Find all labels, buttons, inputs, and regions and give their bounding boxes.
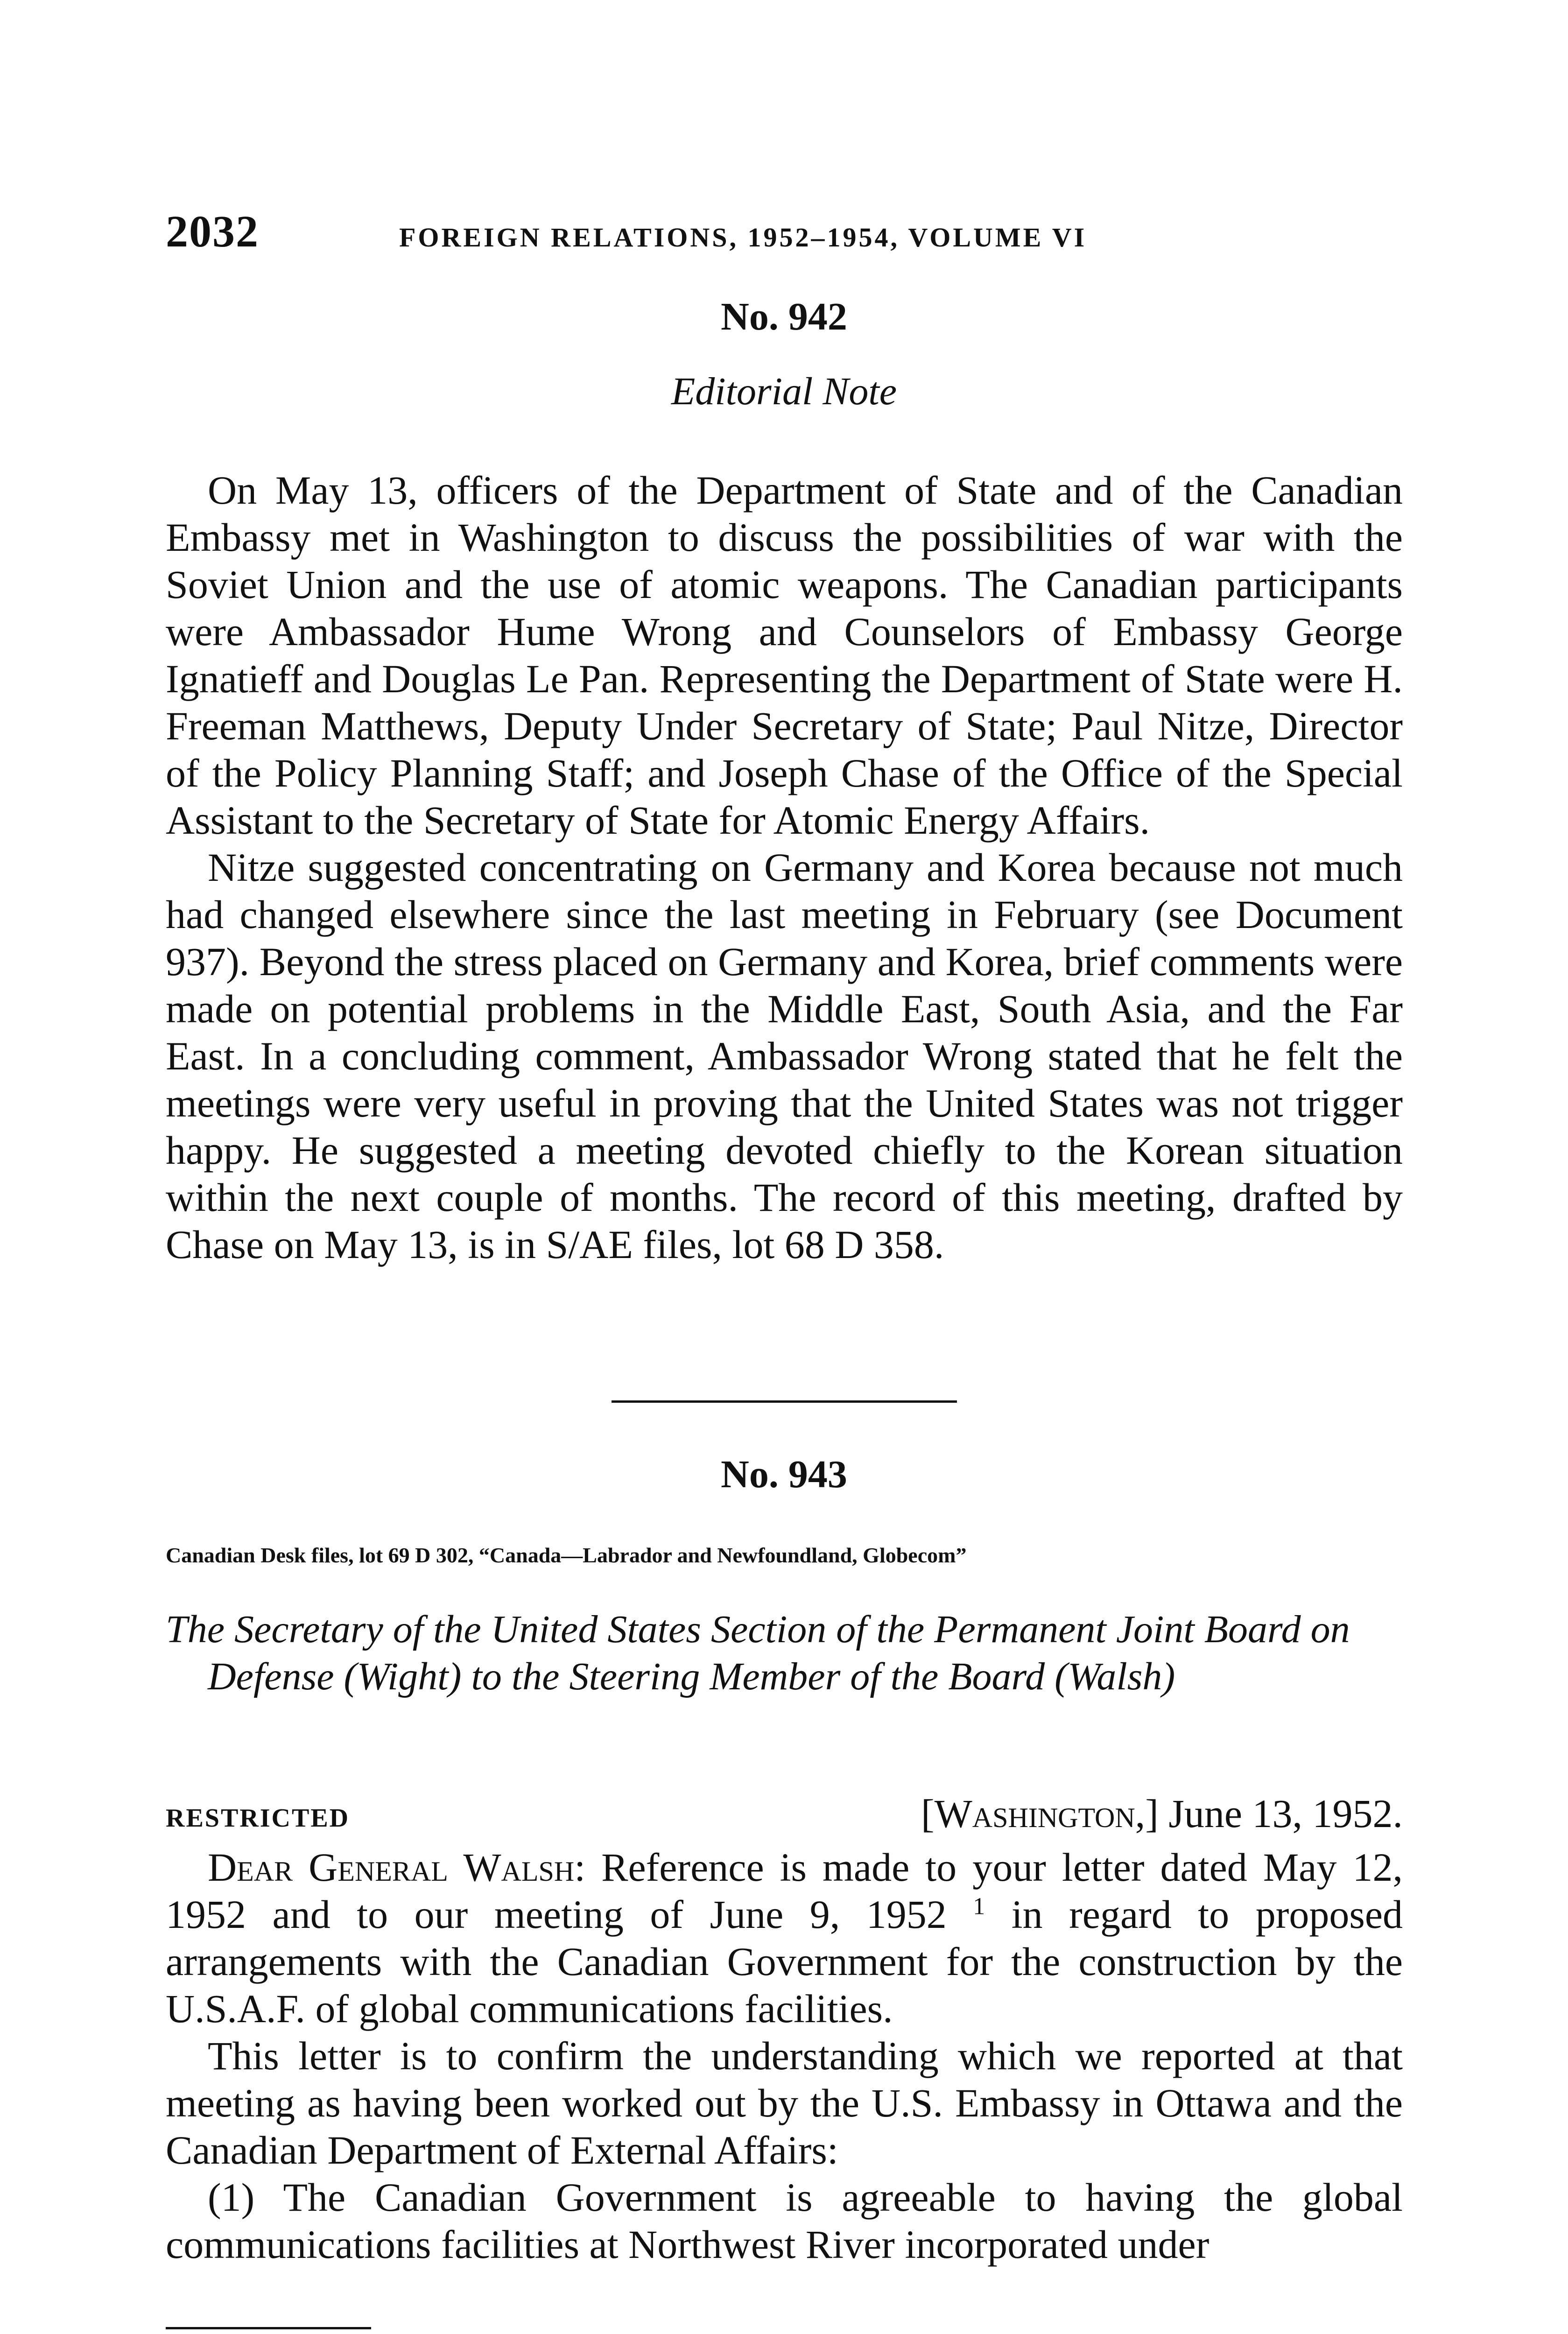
dateline [166, 1790, 1403, 1842]
salutation: Dear General Walsh: [208, 1845, 586, 1890]
classification-label: RESTRICTED [166, 1804, 350, 1833]
page-header [166, 205, 1403, 271]
place-date [921, 1790, 1403, 1837]
running-head: FOREIGN RELATIONS, 1952–1954, VOLUME VI [399, 222, 1087, 253]
editorial-paragraph-1: On May 13, officers of the Department of State and of the Canadian Embassy met in Washington to discuss the possibilities of war with the Soviet Union and the use of atomic weapons. The Canadian participants were Ambassador Hume Wrong and Counselors of Embassy George Ignatieff and Douglas Le Pan. Representing the Department of State were H. Freeman Matthews, Deputy Under Secretary of State; Paul Nitze, Director of the Policy Planning Staff; and Joseph Chase of the Office of the Special Assistant to the Secretary of State for Atomic Energy Affairs. [166, 468, 1403, 843]
letter-paragraph-1 [166, 1844, 1403, 2032]
letter-paragraph-2: This letter is to confirm the understanding which we reported at that meeting as having been worked out by the U.S. Embassy in Ottawa and the Canadian Department of External Affairs: [166, 2033, 1403, 2172]
letter-paragraph-3: (1) The Canadian Government is agreeable to having the global communications facilities at Northwest River incorporated under [166, 2175, 1403, 2267]
place: [Washington,] [921, 1791, 1159, 1836]
footnote-reference: 1 [973, 1893, 985, 1920]
document-title: The Secretary of the United States Section of the Permanent Joint Board on Defense (Wight) to the Steering Member of the Board (Walsh) [166, 1608, 1350, 1698]
editorial-paragraph-2: Nitze suggested concentrating on Germany and Korea because not much had changed elsewhere since the last meeting in February (see Document 937). Beyond the stress placed on Germany and Korea, brief comments were made on potential problems in the Middle East, South Asia, and the Far East. In a concluding comment, Ambassador Wrong stated that he felt the meetings were very useful in proving that the United States was not trigger happy. He suggested a meeting devoted chiefly to the Korean situation within the next couple of months. The record of this meeting, drafted by Chase on May 13, is in S/AE files, lot 68 D 358. [166, 845, 1403, 1267]
letter-body [166, 1844, 1403, 2268]
letter-paragraph-1-part-b: in regard to proposed arrangements with the Canadian Government for the construction by the U.S.A.F. of global communications facilities. [166, 1892, 1403, 2031]
page-number: 2032 [166, 206, 259, 256]
source-note: Canadian Desk files, lot 69 D 302, “Canada—Labrador and Newfoundland, Globecom” [166, 1543, 967, 1567]
document-number-943: No. 943 [721, 1453, 847, 1496]
section-divider [612, 1400, 957, 1403]
editorial-note-heading: Editorial Note [671, 370, 897, 413]
document-number-942: No. 942 [721, 295, 847, 338]
editorial-note-body [166, 467, 1403, 1268]
letter-paragraph-1-part-a: Reference is made to your letter dated May 12, 1952 and to our meeting of June 9, 1952 [166, 1845, 1403, 1937]
date: June 13, 1952. [1168, 1791, 1403, 1836]
footnote-divider [166, 2327, 371, 2329]
